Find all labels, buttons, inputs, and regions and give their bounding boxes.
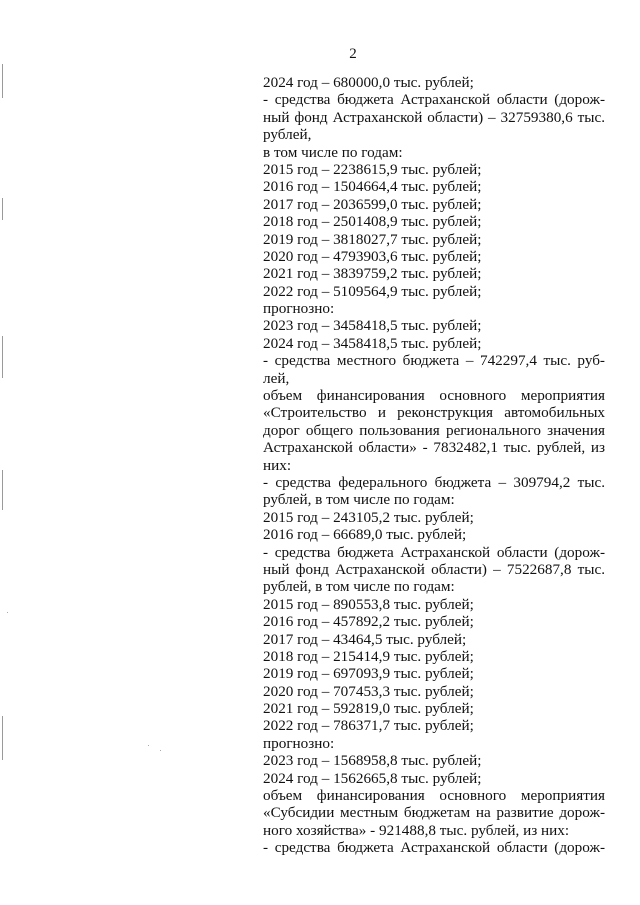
text-line: прогнозно:: [263, 300, 335, 318]
text-line: в том числе по годам:: [263, 143, 403, 161]
text-line: 2018 год – 215414,9 тыс. рублей;: [263, 647, 474, 665]
text-line: них:: [263, 456, 292, 474]
scan-margin-mark: [2, 716, 3, 760]
text-line: - средства бюджета Астраханской области (дорож-: [263, 543, 605, 561]
text-line: рублей, в том числе по годам:: [263, 578, 455, 596]
text-line: - средства федерального бюджета – 309794,2 тыс.: [263, 473, 605, 491]
text-line: 2019 год – 3818027,7 тыс. рублей;: [263, 230, 482, 248]
text-line: 2016 год – 1504664,4 тыс. рублей;: [263, 178, 482, 196]
text-line: 2024 год – 1562665,8 тыс. рублей;: [263, 769, 482, 787]
text-line: ного хозяйства» - 921488,8 тыс. рублей, из них:: [263, 821, 570, 839]
document-body: [263, 74, 605, 857]
text-line: 2024 год – 3458418,5 тыс. рублей;: [263, 334, 482, 352]
page-number: 2: [349, 46, 357, 62]
text-line: «Субсидии местным бюджетам на развитие дорож-: [263, 804, 605, 822]
text-line: - средства бюджета Астраханской области (дорож-: [263, 91, 605, 109]
text-line: «Строительство и реконструкция автомобильных: [263, 404, 605, 422]
text-line: объем финансирования основного мероприятия: [263, 387, 605, 405]
text-line: 2022 год – 5109564,9 тыс. рублей;: [263, 282, 482, 300]
text-line: 2019 год – 697093,9 тыс. рублей;: [263, 665, 474, 683]
text-line: 2021 год – 592819,0 тыс. рублей;: [263, 700, 474, 718]
text-line: 2017 год – 2036599,0 тыс. рублей;: [263, 195, 482, 213]
text-line: 2020 год – 707453,3 тыс. рублей;: [263, 682, 474, 700]
text-line: дорог общего пользования регионального значения: [263, 421, 605, 439]
text-line: 2024 год – 680000,0 тыс. рублей;: [263, 74, 474, 91]
text-line: объем финансирования основного мероприятия: [263, 787, 605, 805]
text-line: 2016 год – 66689,0 тыс. рублей;: [263, 526, 467, 544]
scan-speck: [148, 745, 149, 746]
text-line: рублей, в том числе по годам:: [263, 491, 455, 509]
scan-margin-mark: [2, 64, 3, 98]
text-line: 2022 год – 786371,7 тыс. рублей;: [263, 717, 474, 735]
text-line: 2023 год – 3458418,5 тыс. рублей;: [263, 317, 482, 335]
text-line: 2016 год – 457892,2 тыс. рублей;: [263, 613, 474, 631]
scan-margin-mark: [2, 470, 3, 510]
text-line: лей,: [263, 369, 290, 387]
text-line: 2021 год – 3839759,2 тыс. рублей;: [263, 265, 482, 283]
text-line: - средства бюджета Астраханской области (дорож-: [263, 839, 605, 857]
text-line: 2017 год – 43464,5 тыс. рублей;: [263, 630, 467, 648]
text-line: ный фонд Астраханской области) – 7522687,8 тыс.: [263, 560, 605, 578]
text-line: Астраханской области» - 7832482,1 тыс. рублей, из: [263, 439, 605, 457]
scan-margin-mark: [2, 198, 3, 220]
text-line: - средства местного бюджета – 742297,4 тыс. руб-: [263, 352, 605, 370]
text-line: 2018 год – 2501408,9 тыс. рублей;: [263, 213, 482, 231]
scan-speck: [7, 612, 8, 613]
scan-speck: [160, 750, 161, 751]
text-line: прогнозно:: [263, 734, 335, 752]
text-line: 2015 год – 2238615,9 тыс. рублей;: [263, 160, 482, 178]
text-line: 2015 год – 890553,8 тыс. рублей;: [263, 595, 474, 613]
text-line: рублей,: [263, 126, 312, 144]
text-line: 2023 год – 1568958,8 тыс. рублей;: [263, 752, 482, 770]
text-line: 2015 год – 243105,2 тыс. рублей;: [263, 508, 474, 526]
scan-margin-mark: [2, 336, 3, 378]
text-line: ный фонд Астраханской области) – 32759380,6 тыс.: [263, 108, 605, 126]
text-line: 2020 год – 4793903,6 тыс. рублей;: [263, 247, 482, 265]
